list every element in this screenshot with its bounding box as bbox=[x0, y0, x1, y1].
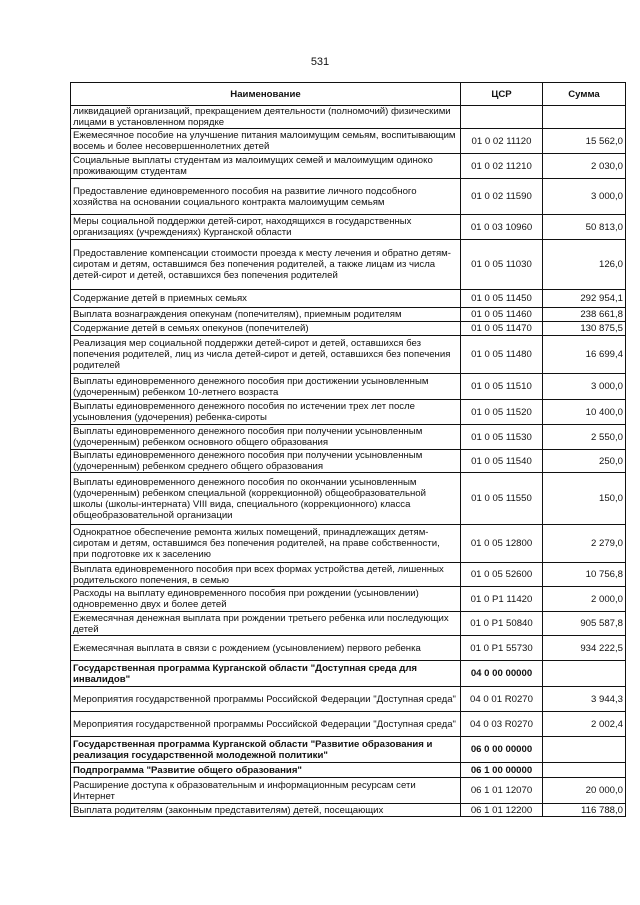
row-name-cell: Государственная программа Курганской области "Доступная среда для инвалидов" bbox=[71, 661, 461, 687]
row-code-cell: 01 0 02 11120 bbox=[461, 129, 543, 154]
row-sum-cell bbox=[543, 106, 626, 129]
row-sum-cell bbox=[543, 661, 626, 687]
row-sum-cell: 16 699,4 bbox=[543, 336, 626, 374]
row-name-cell: Выплата вознаграждения опекунам (попечителям), приемным родителям bbox=[71, 308, 461, 322]
row-name-cell: Подпрограмма "Развитие общего образования" bbox=[71, 763, 461, 778]
row-name-cell: Государственная программа Курганской области "Развитие образования и реализация государственной молодежной политики" bbox=[71, 737, 461, 763]
row-code-cell: 01 0 05 11530 bbox=[461, 425, 543, 450]
row-code-cell: 06 1 00 00000 bbox=[461, 763, 543, 778]
row-code-cell: 06 1 01 12070 bbox=[461, 778, 543, 804]
row-code-cell: 01 0 P1 11420 bbox=[461, 587, 543, 612]
row-sum-cell: 934 222,5 bbox=[543, 636, 626, 661]
table-row bbox=[71, 308, 626, 322]
row-code-cell: 01 0 05 11480 bbox=[461, 336, 543, 374]
row-code-cell: 01 0 P1 50840 bbox=[461, 612, 543, 636]
row-code-cell: 06 0 00 00000 bbox=[461, 737, 543, 763]
row-sum-cell: 250,0 bbox=[543, 450, 626, 473]
row-name-cell: Выплаты единовременного денежного пособия при достижении усыновленным (удочеренным) ребенком 10-летнего возраста bbox=[71, 374, 461, 400]
row-sum-cell: 3 000,0 bbox=[543, 179, 626, 215]
row-name-cell: Предоставление единовременного пособия на развитие личного подсобного хозяйства на основании социального контракта малоимущим семьям bbox=[71, 179, 461, 215]
row-sum-cell: 905 587,8 bbox=[543, 612, 626, 636]
header-sum: Сумма bbox=[543, 83, 626, 106]
row-name-cell: Выплата единовременного пособия при всех формах устройства детей, лишенных родительского попечения, в семью bbox=[71, 563, 461, 587]
row-name-cell: Расходы на выплату единовременного пособия при рождении (усыновлении) одновременно двух и более детей bbox=[71, 587, 461, 612]
row-sum-cell: 20 000,0 bbox=[543, 778, 626, 804]
row-name-cell: Меры социальной поддержки детей-сирот, находящихся в государственных организациях (учреждениях) Курганской области bbox=[71, 215, 461, 240]
row-sum-cell: 2 000,0 bbox=[543, 587, 626, 612]
table-row bbox=[71, 425, 626, 450]
row-code-cell: 04 0 00 00000 bbox=[461, 661, 543, 687]
row-sum-cell: 3 944,3 bbox=[543, 687, 626, 712]
row-code-cell: 01 0 05 11520 bbox=[461, 400, 543, 425]
row-name-cell: Однократное обеспечение ремонта жилых помещений, принадлежащих детям-сиротам и детям, оставшимся без попечения родителей, на праве собственности, при подготовке их к заселению bbox=[71, 525, 461, 563]
table-row bbox=[71, 587, 626, 612]
table-row bbox=[71, 737, 626, 763]
table-row bbox=[71, 473, 626, 525]
row-name-cell: Выплаты единовременного денежного пособия при получении усыновленным (удочеренным) ребенком среднего общего образования bbox=[71, 450, 461, 473]
row-code-cell: 04 0 03 R0270 bbox=[461, 712, 543, 737]
table-row bbox=[71, 154, 626, 179]
table-row bbox=[71, 612, 626, 636]
row-sum-cell: 116 788,0 bbox=[543, 804, 626, 817]
row-name-cell: Содержание детей в семьях опекунов (попечителей) bbox=[71, 322, 461, 336]
table-row bbox=[71, 215, 626, 240]
row-name-cell: Содержание детей в приемных семьях bbox=[71, 290, 461, 308]
header-row bbox=[71, 83, 626, 106]
table-row bbox=[71, 400, 626, 425]
row-name-cell: Выплаты единовременного денежного пособия при получении усыновленным (удочеренным) ребенком основного общего образования bbox=[71, 425, 461, 450]
page-number: 531 bbox=[310, 56, 330, 68]
row-code-cell: 01 0 05 12800 bbox=[461, 525, 543, 563]
row-sum-cell: 2 550,0 bbox=[543, 425, 626, 450]
row-name-cell: Ежемесячное пособие на улучшение питания малоимущим семьям, воспитывающим восемь и более несовершеннолетних детей bbox=[71, 129, 461, 154]
table-row bbox=[71, 450, 626, 473]
row-code-cell bbox=[461, 106, 543, 129]
row-code-cell: 01 0 03 10960 bbox=[461, 215, 543, 240]
row-name-cell: Социальные выплаты студентам из малоимущих семей и малоимущим одиноко проживающим студентам bbox=[71, 154, 461, 179]
row-sum-cell: 50 813,0 bbox=[543, 215, 626, 240]
row-name-cell: Расширение доступа к образовательным и информационным ресурсам сети Интернет bbox=[71, 778, 461, 804]
row-sum-cell: 2 279,0 bbox=[543, 525, 626, 563]
header-name: Наименование bbox=[71, 83, 461, 106]
table-row bbox=[71, 240, 626, 290]
table-row bbox=[71, 374, 626, 400]
table-row bbox=[71, 336, 626, 374]
table-row bbox=[71, 129, 626, 154]
row-name-cell: Выплата родителям (законным представителям) детей, посещающих bbox=[71, 804, 461, 817]
table-row bbox=[71, 804, 626, 817]
row-sum-cell: 15 562,0 bbox=[543, 129, 626, 154]
row-sum-cell: 126,0 bbox=[543, 240, 626, 290]
row-code-cell: 06 1 01 12200 bbox=[461, 804, 543, 817]
row-code-cell: 01 0 05 11470 bbox=[461, 322, 543, 336]
row-name-cell: Выплаты единовременного денежного пособия по истечении трех лет после усыновления (удочерения) ребенка-сироты bbox=[71, 400, 461, 425]
row-name-cell: Мероприятия государственной программы Российской Федерации "Доступная среда" bbox=[71, 687, 461, 712]
row-code-cell: 01 0 05 11540 bbox=[461, 450, 543, 473]
row-sum-cell: 2 002,4 bbox=[543, 712, 626, 737]
row-code-cell: 01 0 P1 55730 bbox=[461, 636, 543, 661]
table-row bbox=[71, 106, 626, 129]
table-row bbox=[71, 687, 626, 712]
table-row bbox=[71, 661, 626, 687]
row-sum-cell: 130 875,5 bbox=[543, 322, 626, 336]
row-code-cell: 01 0 02 11590 bbox=[461, 179, 543, 215]
table-row bbox=[71, 290, 626, 308]
table-row bbox=[71, 636, 626, 661]
table-row bbox=[71, 712, 626, 737]
table-row bbox=[71, 563, 626, 587]
row-name-cell: Ежемесячная денежная выплата при рождении третьего ребенка или последующих детей bbox=[71, 612, 461, 636]
table-row bbox=[71, 778, 626, 804]
row-code-cell: 01 0 05 11030 bbox=[461, 240, 543, 290]
table-row bbox=[71, 322, 626, 336]
row-code-cell: 04 0 01 R0270 bbox=[461, 687, 543, 712]
budget-table bbox=[70, 82, 626, 817]
row-code-cell: 01 0 05 11550 bbox=[461, 473, 543, 525]
row-code-cell: 01 0 02 11210 bbox=[461, 154, 543, 179]
table-row bbox=[71, 179, 626, 215]
row-code-cell: 01 0 05 11450 bbox=[461, 290, 543, 308]
row-sum-cell: 10 400,0 bbox=[543, 400, 626, 425]
row-sum-cell bbox=[543, 763, 626, 778]
row-name-cell: Выплаты единовременного денежного пособия по окончании усыновленным (удочеренным) ребенком специальной (коррекционной) общеобразовательной школы (школы-интерната) VIII вида, специального (коррекционного) класса общеобразовательной организации bbox=[71, 473, 461, 525]
table-row bbox=[71, 525, 626, 563]
row-sum-cell bbox=[543, 737, 626, 763]
row-sum-cell: 2 030,0 bbox=[543, 154, 626, 179]
row-sum-cell: 238 661,8 bbox=[543, 308, 626, 322]
row-code-cell: 01 0 05 11510 bbox=[461, 374, 543, 400]
row-name-cell: Предоставление компенсации стоимости проезда к месту лечения и обратно детям-сиротам и детям, оставшимся без попечения родителей, а также лицам из числа детей-сирот и детей, оставшихся без попечения родителей bbox=[71, 240, 461, 290]
row-sum-cell: 150,0 bbox=[543, 473, 626, 525]
header-code: ЦСР bbox=[461, 83, 543, 106]
row-name-cell: ликвидацией организаций, прекращением деятельности (полномочий) физическими лицами в установленном порядке bbox=[71, 106, 461, 129]
row-code-cell: 01 0 05 11460 bbox=[461, 308, 543, 322]
row-name-cell: Реализация мер социальной поддержки детей-сирот и детей, оставшихся без попечения родителей, лиц из числа детей-сирот и детей, оставшихся без попечения родителей bbox=[71, 336, 461, 374]
row-sum-cell: 292 954,1 bbox=[543, 290, 626, 308]
row-name-cell: Ежемесячная выплата в связи с рождением (усыновлением) первого ребенка bbox=[71, 636, 461, 661]
table-row bbox=[71, 763, 626, 778]
row-code-cell: 01 0 05 52600 bbox=[461, 563, 543, 587]
row-name-cell: Мероприятия государственной программы Российской Федерации "Доступная среда" bbox=[71, 712, 461, 737]
row-sum-cell: 3 000,0 bbox=[543, 374, 626, 400]
row-sum-cell: 10 756,8 bbox=[543, 563, 626, 587]
